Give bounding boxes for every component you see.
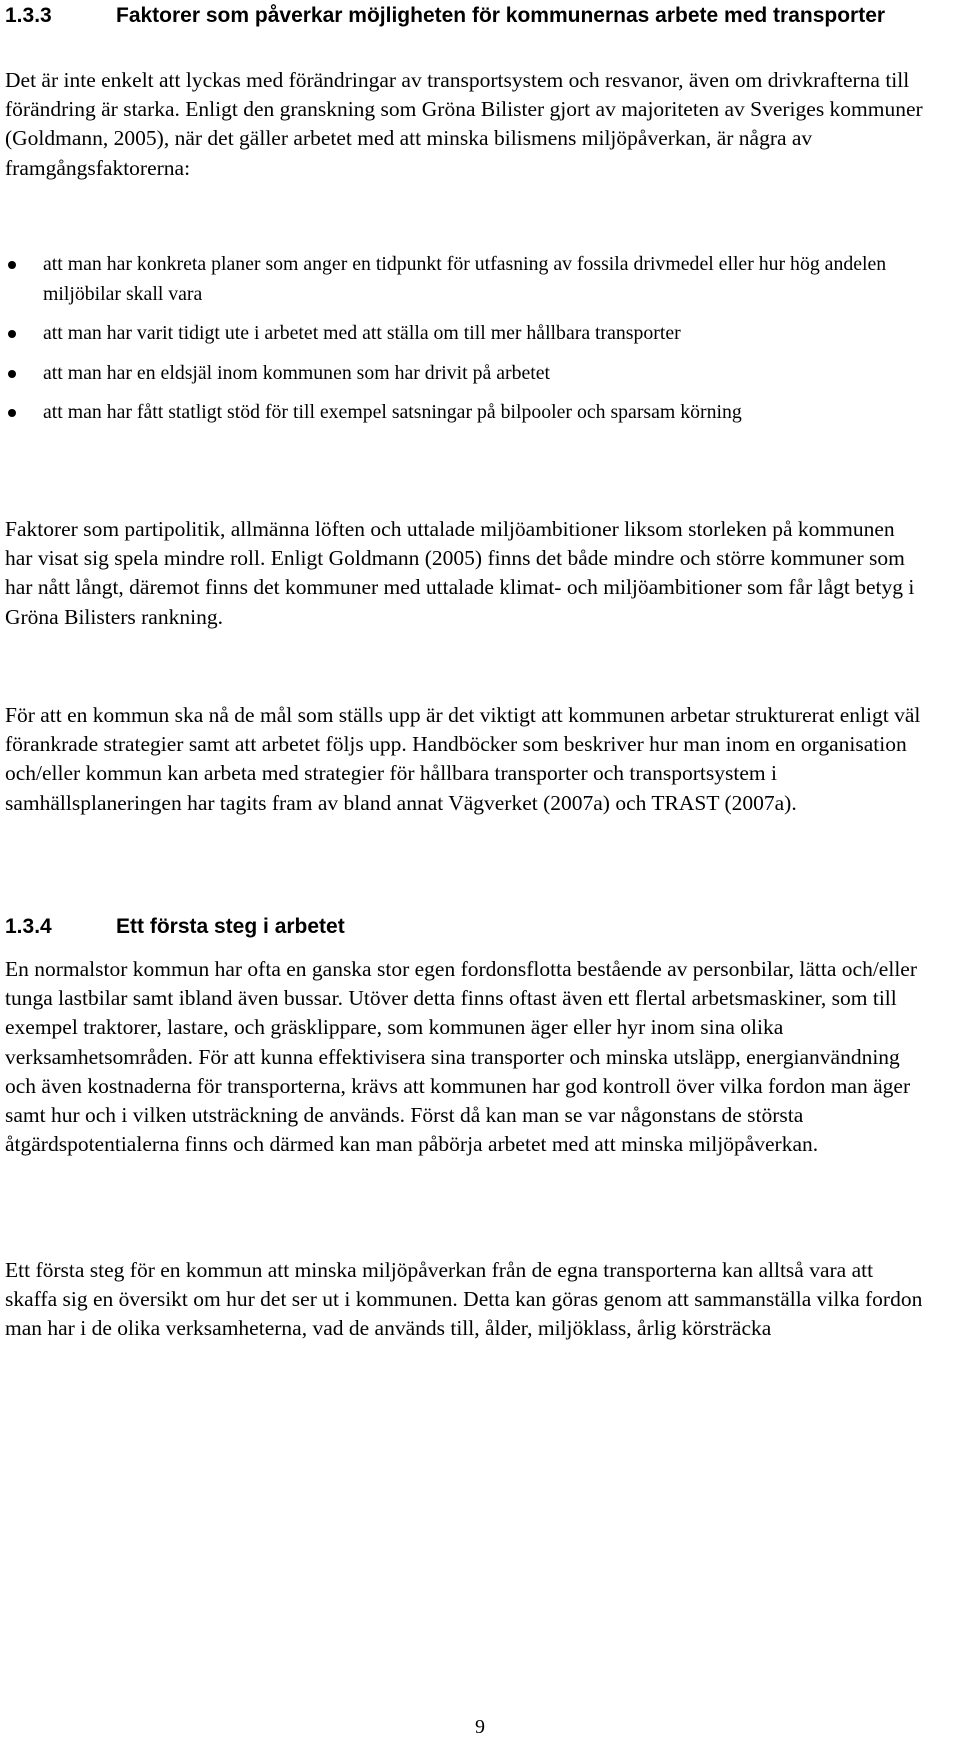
success-factors-list bbox=[5, 250, 925, 438]
list-item-text: att man har fått statligt stöd för till exempel satsningar på bilpooler och sparsam körning bbox=[43, 401, 742, 423]
paragraph: Ett första steg för en kommun att minska miljöpåverkan från de egna transporterna kan alltså vara att skaffa sig en översikt om hur det ser ut i kommunen. Detta kan göras genom att sammanställa vilka fordon man har i de olika verksamheterna, vad de används till, ålder, miljöklass, årlig körsträcka bbox=[5, 1258, 923, 1341]
section-heading-1-3-3 bbox=[5, 3, 916, 29]
bullet-icon bbox=[8, 261, 16, 269]
bullet-icon bbox=[8, 370, 16, 378]
paragraph: En normalstor kommun har ofta en ganska stor egen fordonsflotta bestående av personbilar, lätta och/eller tunga lastbilar samt ibland även bussar. Utöver detta finns oftast även ett flertal arbetsmaskiner, som till exempel traktorer, lastare, och gräsklippare, som kommunen äger eller hyr inom sina olika verksamhetsområden. För att kunna effektivisera sina transporter och minska utsläpp, energianvändning och även kostnaderna för transporterna, krävs att kommunen har god kontroll över vilka fordon man äger samt hur och i vilken utsträckning de används. Först då kan man se var någonstans de största åtgärdspotentialerna finns och därmed kan man påbörja arbetet med att minska miljöpåverkan. bbox=[5, 957, 917, 1157]
list-item-text: att man har en eldsjäl inom kommunen som har drivit på arbetet bbox=[43, 361, 551, 384]
section-number: 1.3.3 bbox=[5, 4, 52, 27]
list-item bbox=[5, 398, 925, 428]
paragraph: För att en kommun ska nå de mål som ställs upp är det viktigt att kommunen arbetar strukturerat enligt väl förankrade strategier samt att arbetet följs upp. Handböcker som beskriver hur man inom en organisation och/eller kommun kan arbeta med strategier för hållbara transporter och transportsystem i samhällsplaneringen har tagits fram av bland annat Vägverket (2007a) och TRAST (2007a). bbox=[5, 703, 921, 815]
list-item-text: att man har konkreta planer som anger en tidpunkt för utfasning av fossila drivmedel eller hur hög andelen miljöbilar skall vara bbox=[43, 253, 887, 305]
section-heading-1-3-4 bbox=[5, 914, 916, 940]
section-number: 1.3.4 bbox=[5, 915, 52, 938]
list-item bbox=[5, 359, 925, 389]
section-title: Ett första steg i arbetet bbox=[116, 915, 345, 938]
list-item bbox=[5, 250, 925, 309]
intro-paragraph: Det är inte enkelt att lyckas med förändringar av transportsystem och resvanor, även om drivkrafterna till förändring är starka. Enligt den granskning som Gröna Bilister gjort av majoriteten av Sveriges kommuner (Goldmann, 2005), när det gäller arbetet med att minska bilismens miljöpåverkan, är några av framgångsfaktorerna: bbox=[5, 68, 923, 180]
bullet-icon bbox=[8, 330, 16, 338]
section-title: Faktorer som påverkar möjligheten för kommunernas arbete med transporter bbox=[116, 4, 886, 27]
list-item-text: att man har varit tidigt ute i arbetet med att ställa om till mer hållbara transporter bbox=[43, 322, 681, 344]
paragraph: Faktorer som partipolitik, allmänna löften och uttalade miljöambitioner liksom storleken på kommunen har visat sig spela mindre roll. Enligt Goldmann (2005) finns det både mindre och större kommuner som har nått långt, däremot finns det kommuner med uttalade klimat- och miljöambitioner som får lågt betyg i Gröna Bilisters rankning. bbox=[5, 517, 915, 629]
page-number: 9 bbox=[475, 1716, 485, 1738]
bullet-icon bbox=[8, 409, 16, 417]
list-item bbox=[5, 319, 925, 349]
